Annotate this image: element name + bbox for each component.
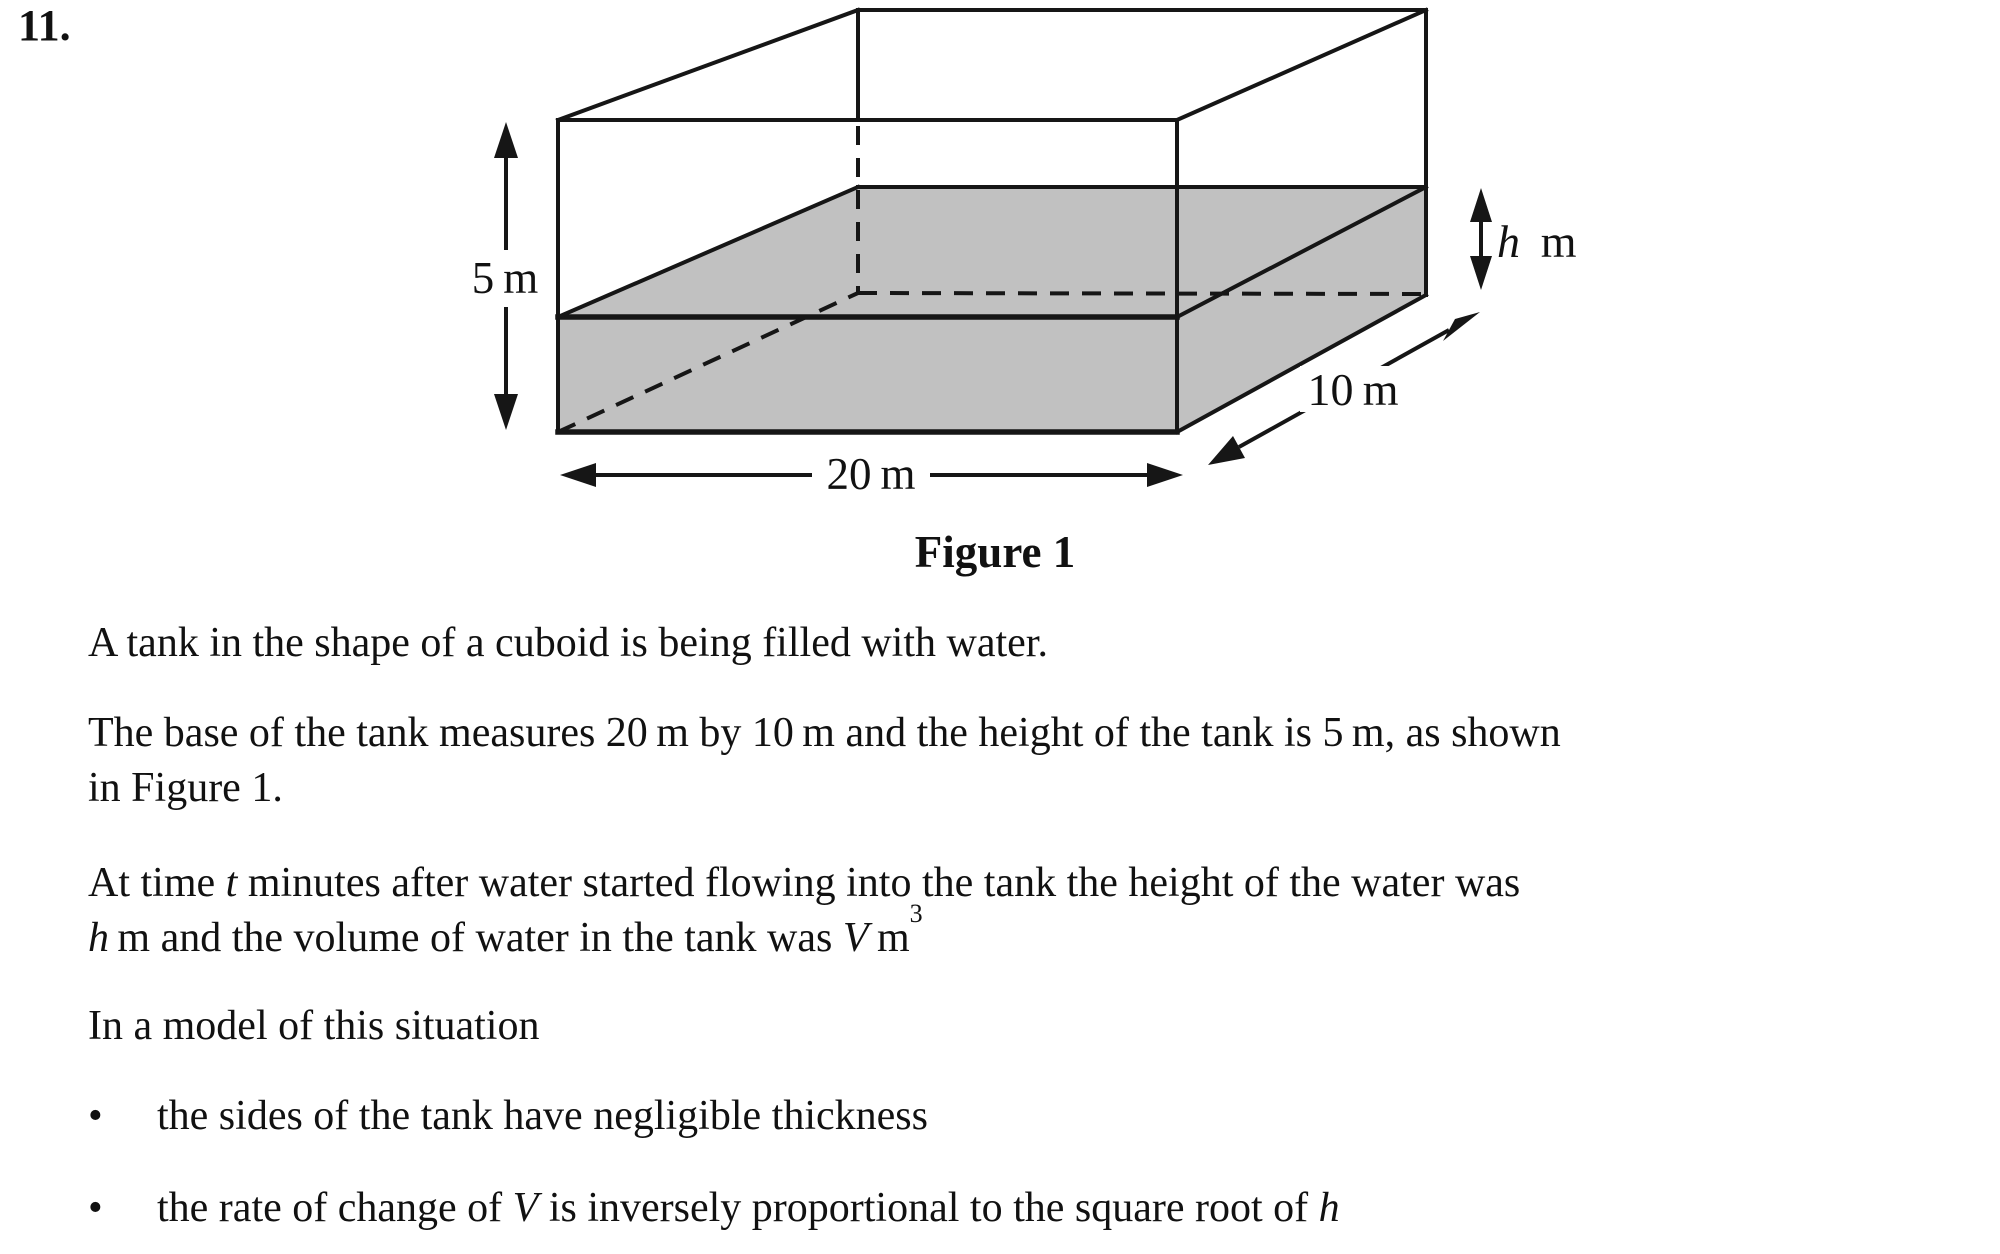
water-height-label <box>1497 216 1577 267</box>
arrowhead-right-icon <box>1147 463 1183 487</box>
paragraph-dimensions: The base of the tank measures 20 m by 10 m and the height of the tank is 5 m, as shown in Figure 1. <box>88 710 1561 811</box>
arrowhead-up-icon <box>494 122 518 158</box>
arrowhead-down-left-icon <box>1208 436 1245 465</box>
water-front-face <box>558 317 1177 432</box>
bullet-icon: • <box>88 1185 103 1231</box>
width-label: 20 m <box>826 449 916 499</box>
bullet-icon: • <box>88 1093 103 1139</box>
arrowhead-up-right-icon <box>1443 312 1480 341</box>
arrowhead-down-icon <box>1470 256 1492 290</box>
depth-label: 10 m <box>1307 364 1399 415</box>
arrowhead-up-icon <box>1470 188 1492 222</box>
bullet-item-thickness <box>88 1089 1828 1144</box>
paragraph-model: In a model of this situation <box>88 1003 540 1049</box>
question-number: 11. <box>18 1 71 50</box>
figure-caption: Figure 1 <box>914 527 1076 577</box>
water-height-var: h <box>1497 216 1520 267</box>
bullet-text: the sides of the tank have negligible thickness <box>157 1093 928 1139</box>
water-height-unit: m <box>1531 216 1577 267</box>
water-fill <box>558 187 1426 432</box>
bullet-text: the rate of change of V is inversely proportional to the square root of h <box>157 1185 1340 1231</box>
figure-1-diagram <box>0 0 2000 520</box>
paragraph-intro: A tank in the shape of a cuboid is being filled with water. <box>88 620 1048 666</box>
bullet-item-rate-of-change <box>88 1181 1828 1236</box>
arrowhead-down-icon <box>494 394 518 430</box>
top-left-depth-edge <box>558 10 858 120</box>
arrowhead-left-icon <box>560 463 596 487</box>
paragraph-time-volume: At time t minutes after water started flowing into the tank the height of the water was h m and the volume of water in the tank was V $m^3$ <box>88 860 1521 961</box>
water-height-arrow <box>1470 188 1492 290</box>
height-label: 5 m <box>471 253 539 303</box>
top-right-depth-edge <box>1177 10 1426 120</box>
